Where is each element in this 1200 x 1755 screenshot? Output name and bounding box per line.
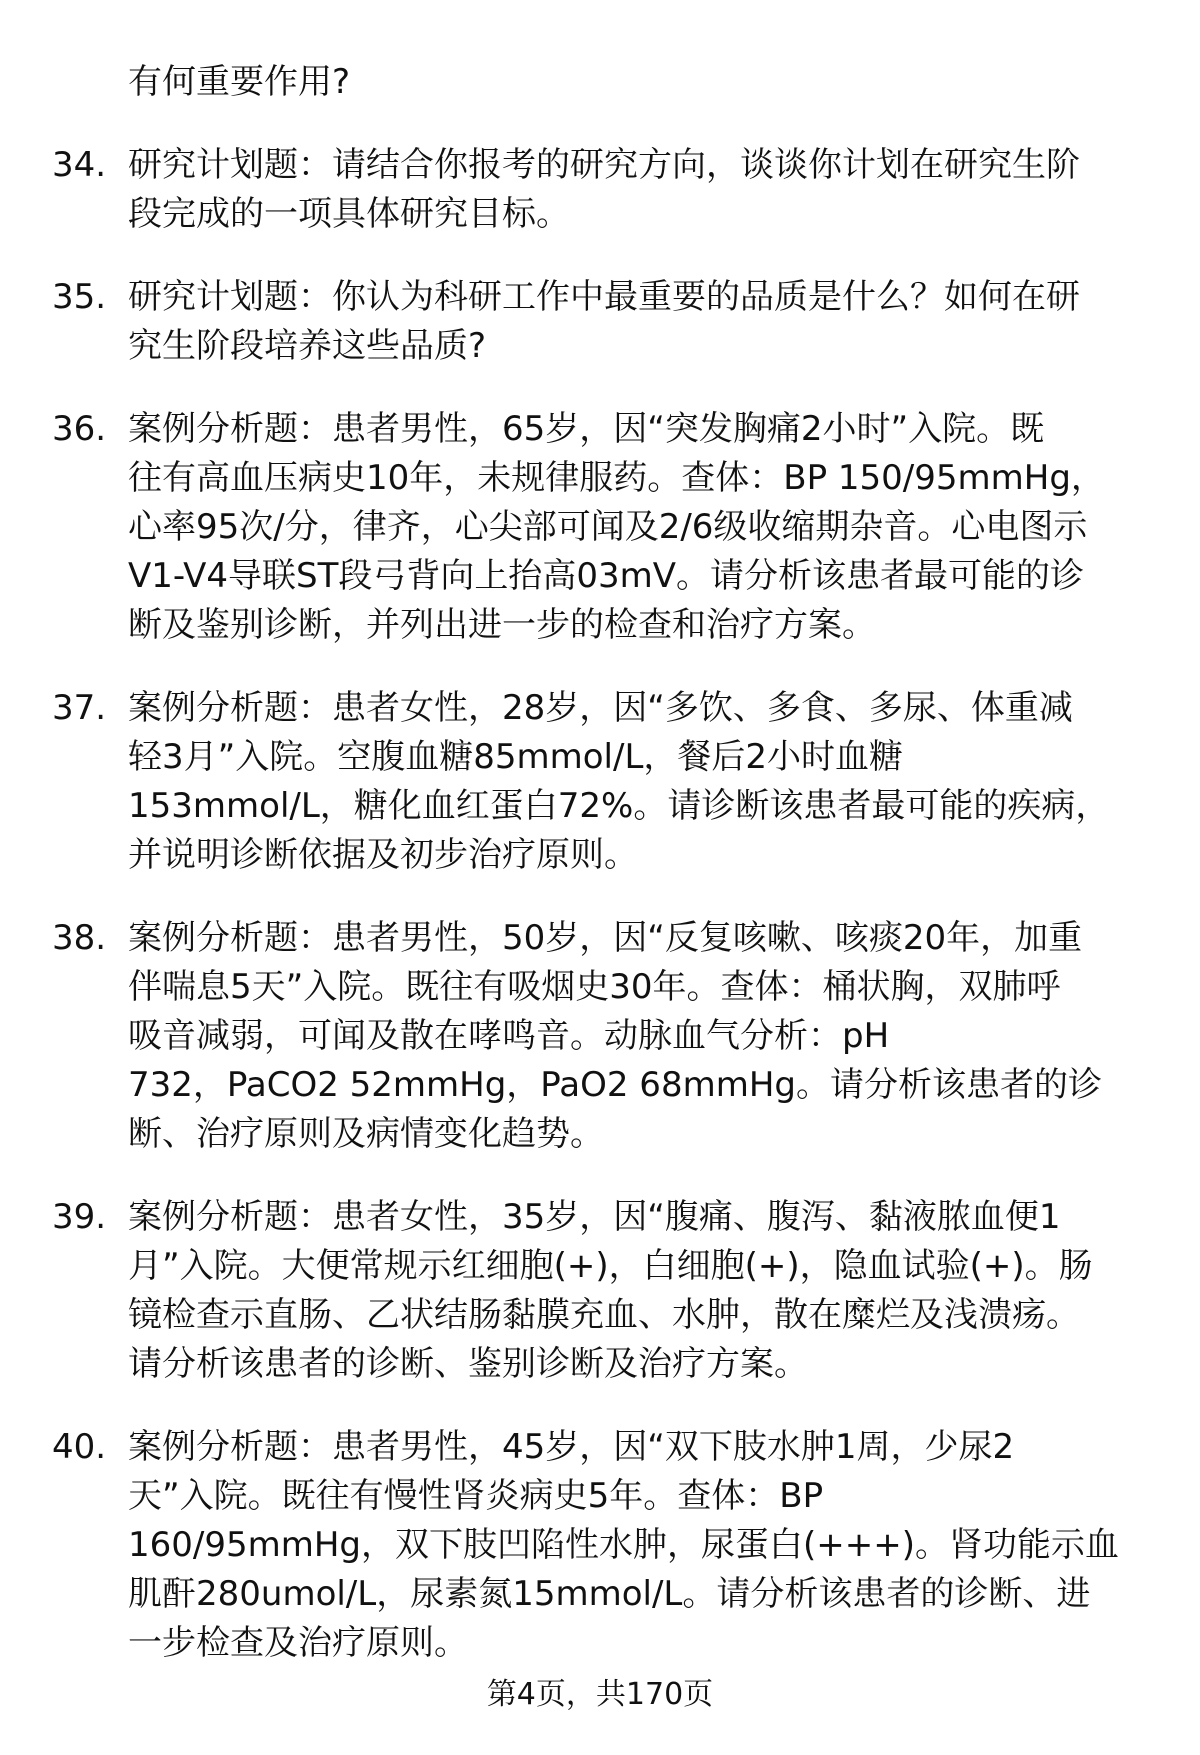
text-line: 伴喘息5天”入院。既往有吸烟史30年。查体：桶状胸，双肺呼: [128, 967, 1061, 1007]
text-line: 轻3月”入院。空腹血糖85mmol/L，餐后2小时血糖: [128, 737, 904, 777]
text-line: 一步检查及治疗原则。: [128, 1623, 468, 1663]
text-line: 研究计划题：请结合你报考的研究方向，谈谈你计划在研究生阶: [128, 145, 1080, 185]
question-item: [0, 1423, 1200, 1668]
page-footer: 第4页，共170页: [486, 1677, 714, 1712]
text-line: V1-V4导联ST段弓背向上抬高03mV。请分析该患者最可能的诊: [128, 556, 1085, 596]
text-line: 往有高血压病史10年，未规律服药。查体：BP 150/95mmHg，: [128, 458, 1105, 498]
text-line: 案例分析题：患者女性，35岁，因“腹痛、腹泻、黏液脓血便1: [128, 1197, 1061, 1237]
question-number: 39.: [52, 1197, 107, 1237]
text-line: 并说明诊断依据及初步治疗原则。: [128, 835, 638, 875]
text-line: 请分析该患者的诊断、鉴别诊断及治疗方案。: [128, 1344, 808, 1384]
continuation-text: [0, 58, 1200, 107]
text-line: 研究计划题：你认为科研工作中最重要的品质是什么？如何在研: [128, 277, 1080, 317]
text-line: 案例分析题：患者男性，45岁，因“双下肢水肿1周，少尿2: [128, 1427, 1015, 1467]
text-line: 案例分析题：患者女性，28岁，因“多饮、多食、多尿、体重减: [128, 688, 1073, 728]
question-text: [0, 141, 1200, 239]
question-number: 35.: [52, 277, 107, 317]
text-line: 153mmol/L，糖化血红蛋白72%。请诊断该患者最可能的疾病，: [128, 786, 1110, 826]
text-line: 肌酐280umol/L，尿素氮15mmol/L。请分析该患者的诊断、进: [128, 1574, 1091, 1614]
text-line: 732，PaCO2 52mmHg，PaO2 68mmHg。请分析该患者的诊: [128, 1065, 1102, 1105]
question-number: 34.: [52, 145, 107, 185]
text-line: 案例分析题：患者男性，50岁，因“反复咳嗽、咳痰20年，加重: [128, 918, 1083, 958]
text-line: 天”入院。既往有慢性肾炎病史5年。查体：BP: [128, 1476, 824, 1516]
text-line: 吸音减弱，可闻及散在哮鸣音。动脉血气分析：pH: [128, 1016, 890, 1056]
question-text: [0, 684, 1200, 880]
document-page: [0, 58, 1200, 1668]
question-text: [0, 914, 1200, 1159]
text-line: 有何重要作用?: [128, 62, 351, 102]
question-item: [0, 684, 1200, 880]
question-item: [0, 405, 1200, 650]
question-item: [0, 273, 1200, 371]
text-line: 断、治疗原则及病情变化趋势。: [128, 1114, 604, 1154]
question-number: 38.: [52, 918, 107, 958]
question-number: 37.: [52, 688, 107, 728]
text-line: 断及鉴别诊断，并列出进一步的检查和治疗方案。: [128, 605, 876, 645]
question-item: [0, 141, 1200, 239]
question-item: [0, 914, 1200, 1159]
question-item: [0, 1193, 1200, 1389]
question-number: 36.: [52, 409, 107, 449]
text-line: 月”入院。大便常规示红细胞(+)，白细胞(+)，隐血试验(+)。肠: [128, 1246, 1093, 1286]
text-line: 心率95次/分，律齐，心尖部可闻及2/6级收缩期杂音。心电图示: [128, 507, 1088, 547]
question-text: [0, 1423, 1200, 1668]
text-line: 镜检查示直肠、乙状结肠黏膜充血、水肿，散在糜烂及浅溃疡。: [128, 1295, 1080, 1335]
question-list: [0, 141, 1200, 1668]
text-line: 160/95mmHg，双下肢凹陷性水肿，尿蛋白(+++)。肾功能示血: [128, 1525, 1119, 1565]
question-text: [0, 1193, 1200, 1389]
question-text: [0, 273, 1200, 371]
text-line: 案例分析题：患者男性，65岁，因“突发胸痛2小时”入院。既: [128, 409, 1045, 449]
text-line: 究生阶段培养这些品质?: [128, 326, 487, 366]
text-line: 段完成的一项具体研究目标。: [128, 194, 570, 234]
question-number: 40.: [52, 1427, 107, 1467]
question-text: [0, 405, 1200, 650]
